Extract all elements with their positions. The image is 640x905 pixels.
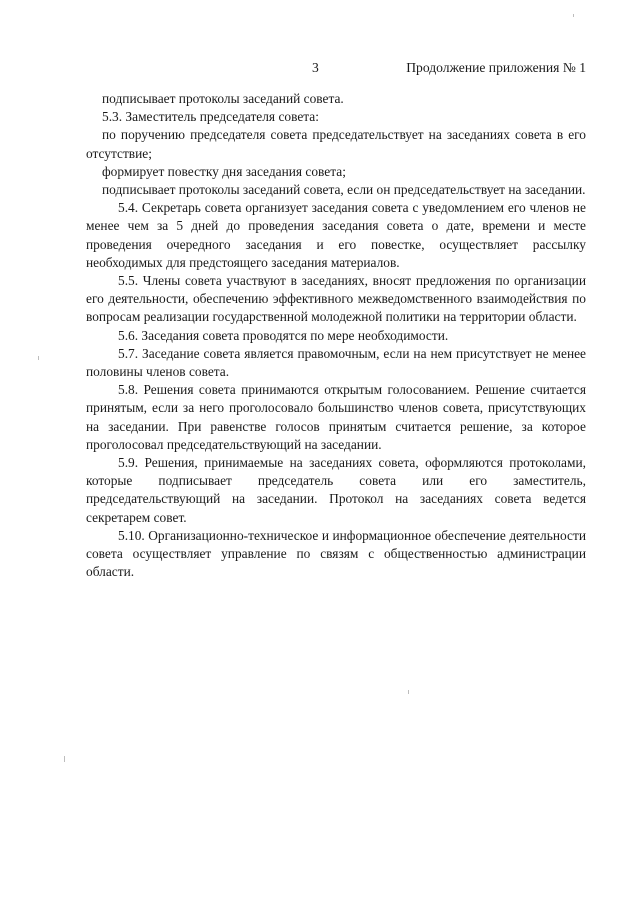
paragraph: 5.4. Секретарь совета организует заседания совета с уведомлением его членов не менее чем за 5 дней до проведения заседания совета о дате, времени и месте проведения очередного заседания и его повестке, осуществляет рассылку необходимых для предстоящего заседания материалов. [86, 200, 586, 270]
page-number: 3 [312, 60, 319, 75]
paragraph: по поручению председателя совета председательствует на заседаниях совета в его отсутствие; [86, 127, 586, 161]
paragraph: формирует повестку дня заседания совета; [102, 163, 346, 179]
scan-mark [38, 356, 39, 360]
paragraph: 5.10. Организационно-техническое и информационное обеспечение деятельности совета осуществляет управление по связям с общественностью администрации области. [86, 527, 586, 580]
paragraph: подписывает протоколы заседаний совета, если он председательствует на заседании. [102, 182, 586, 198]
scan-mark [64, 756, 65, 762]
paragraph: 5.8. Решения совета принимаются открытым голосованием. Решение считается принятым, если за него проголосовало большинство членов совета, присутствующих на заседании. При равенстве голосов принятым считается решение, за которое проголосовал председательствующий на заседании. [86, 382, 586, 452]
appendix-continuation-note: Продолжение приложения № 1 [406, 60, 586, 75]
paragraph: 5.3. Заместитель председателя совета: [102, 109, 319, 125]
page-header [86, 60, 586, 80]
document-body [86, 90, 586, 581]
paragraph: 5.6. Заседания совета проводятся по мере необходимости. [118, 327, 449, 343]
scan-mark [408, 690, 409, 694]
scan-mark [573, 14, 574, 17]
paragraph: 5.7. Заседание совета является правомочным, если на нем присутствует не менее половины членов совета. [86, 345, 586, 380]
paragraph: 5.9. Решения, принимаемые на заседаниях совета, оформляются протоколами, которые подписывает председатель совета или его заместитель, председательствующий на заседании. Протокол на заседаниях совета ведется секретарем совет. [86, 455, 586, 525]
paragraph: подписывает протоколы заседаний совета. [102, 91, 344, 106]
paragraph: 5.5. Члены совета участвуют в заседаниях, вносят предложения по организации его деятельности, обеспечению эффективного межведомственного взаимодействия по вопросам реализации государственной молодежной политики на территории области. [86, 273, 586, 325]
